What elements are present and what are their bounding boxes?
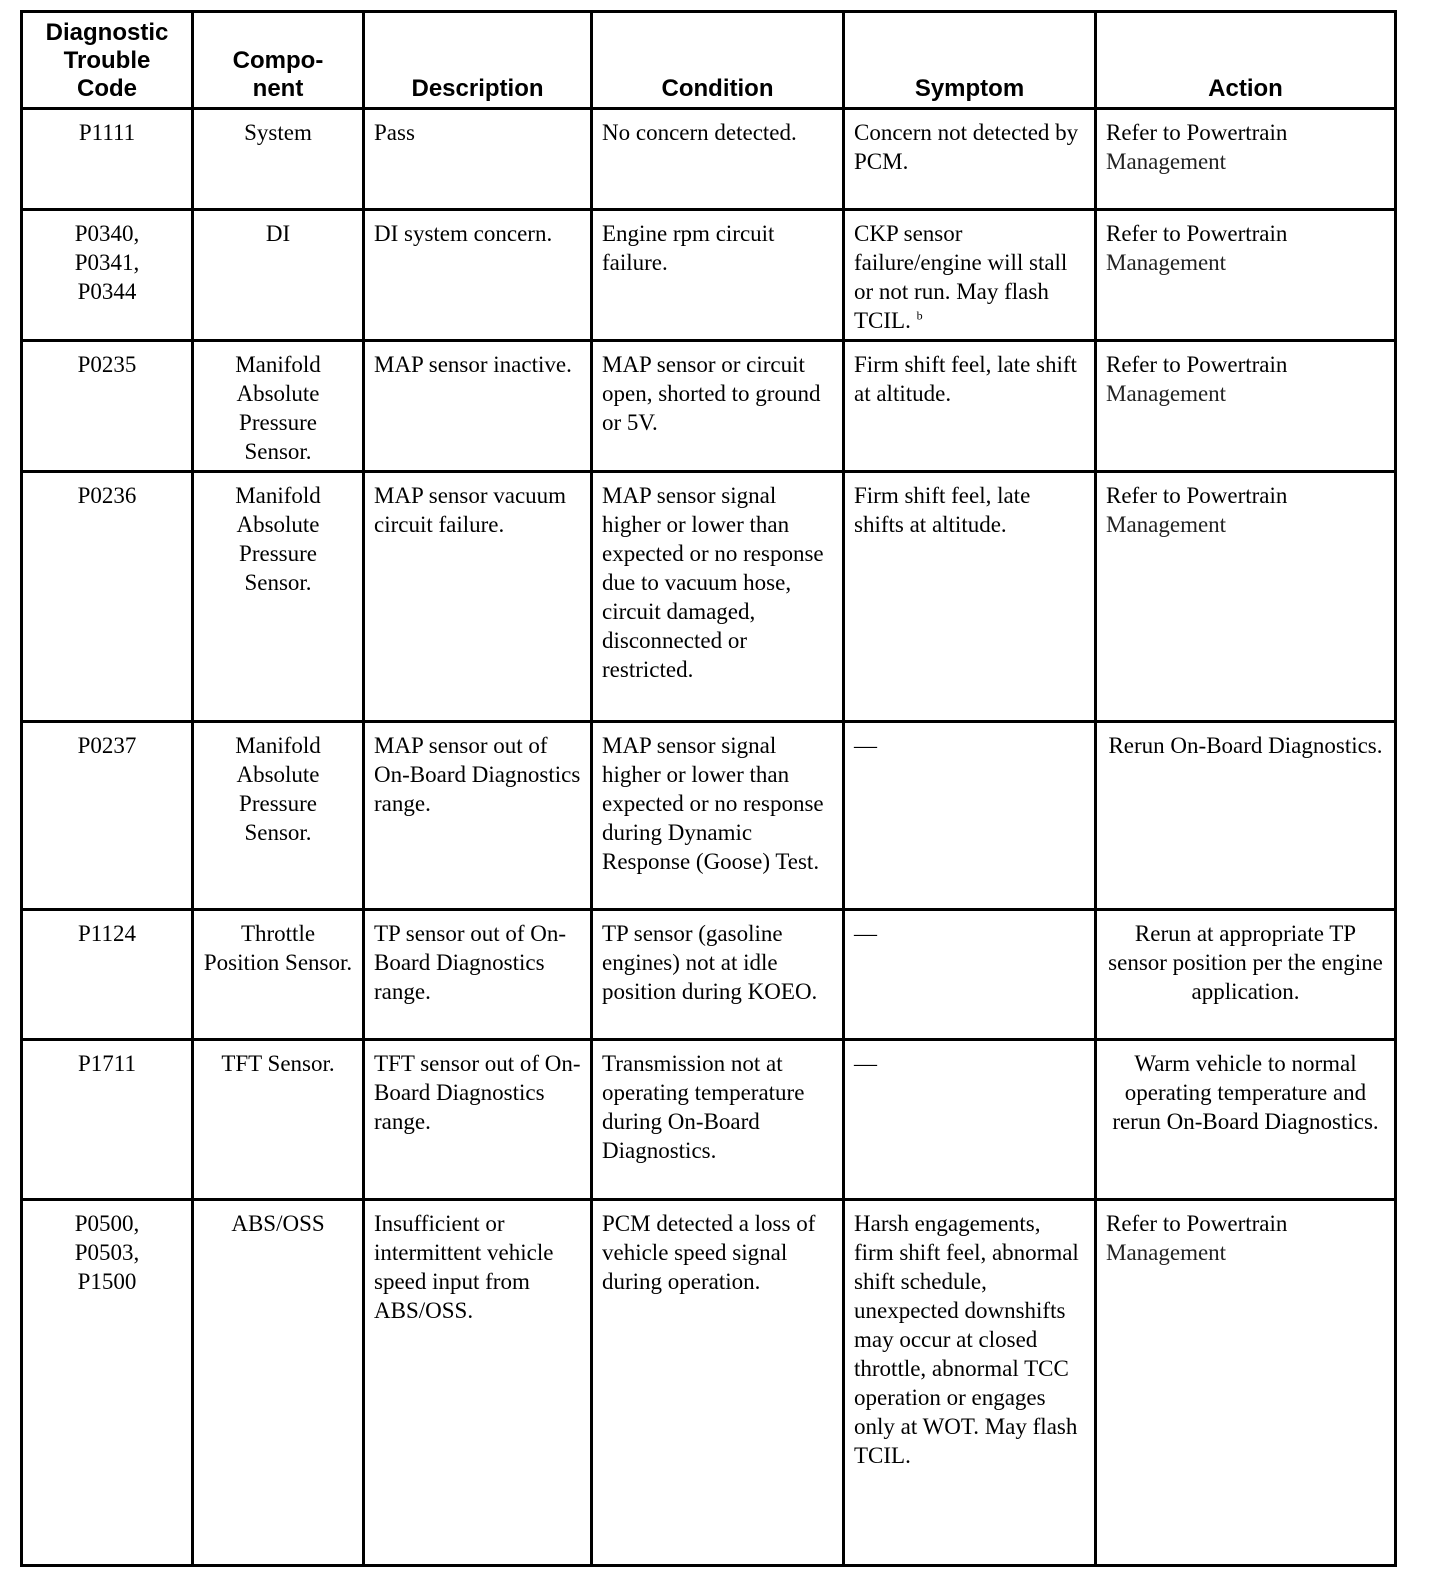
table-row	[22, 1040, 1396, 1200]
code-text: P0236	[77, 483, 137, 508]
cell-action	[1096, 722, 1396, 910]
table-row	[22, 341, 1396, 472]
cell-symptom: Concern not detected by PCM.	[844, 109, 1096, 210]
cell-action	[1096, 341, 1396, 472]
header-code-label: Diagnostic Trouble Code	[45, 19, 169, 102]
cell-action	[1096, 910, 1396, 1040]
header-condition	[592, 12, 844, 109]
table-body	[22, 109, 1396, 1566]
table-row	[22, 1200, 1396, 1566]
cell-condition: Transmission not at operating temperature during On-Board Diagnostics.	[592, 1040, 844, 1200]
cell-description: DI system concern.	[364, 210, 592, 341]
action-text: Refer to Powertrain	[1106, 1211, 1288, 1236]
table-row	[22, 910, 1396, 1040]
cell-component: TFT Sensor.	[193, 1040, 364, 1200]
cell-component: Manifold Absolute Pressure Sensor.	[193, 722, 364, 910]
header-description-label: Description	[411, 75, 544, 102]
cell-condition: PCM detected a loss of vehicle speed signal during operation.	[592, 1200, 844, 1566]
cell-code	[22, 722, 193, 910]
header-action	[1096, 12, 1396, 109]
cell-component: Manifold Absolute Pressure Sensor.	[193, 341, 364, 472]
cell-component: System	[193, 109, 364, 210]
action-text: Rerun at appropriate TP sensor position per the engine application.	[1108, 921, 1383, 1004]
symptom-footnote: b	[916, 308, 923, 323]
action-note: Management	[1106, 149, 1227, 174]
header-condition-label: Condition	[661, 75, 774, 102]
cell-condition: MAP sensor signal higher or lower than expected or no response due to vacuum hose, circuit damaged, disconnected or restricted.	[592, 472, 844, 722]
action-text: Warm vehicle to normal operating temperature and rerun On-Board Diagnostics.	[1112, 1051, 1379, 1134]
action-note: Management	[1106, 1240, 1227, 1265]
symptom-text: CKP sensor failure/engine will stall or not run. May flash TCIL.	[854, 221, 1068, 333]
cell-code	[22, 472, 193, 722]
cell-symptom	[844, 210, 1096, 341]
cell-description: MAP sensor out of On-Board Diagnostics range.	[364, 722, 592, 910]
cell-description: Pass	[364, 109, 592, 210]
action-text: Rerun On-Board Diagnostics.	[1108, 733, 1383, 758]
cell-description: Insufficient or intermittent vehicle speed input from ABS/OSS.	[364, 1200, 592, 1566]
cell-symptom: —	[844, 722, 1096, 910]
header-symptom	[844, 12, 1096, 109]
cell-condition: MAP sensor signal higher or lower than expected or no response during Dynamic Response (Goose) Test.	[592, 722, 844, 910]
cell-condition: TP sensor (gasoline engines) not at idle position during KOEO.	[592, 910, 844, 1040]
cell-condition: Engine rpm circuit failure.	[592, 210, 844, 341]
cell-code	[22, 1040, 193, 1200]
cell-description: TFT sensor out of On-Board Diagnostics range.	[364, 1040, 592, 1200]
code-text: P1124	[78, 921, 136, 946]
header-code	[22, 12, 193, 109]
header-row	[22, 12, 1396, 109]
cell-condition: MAP sensor or circuit open, shorted to ground or 5V.	[592, 341, 844, 472]
code-text: P0237	[77, 733, 137, 758]
table-row	[22, 722, 1396, 910]
cell-code	[22, 1200, 193, 1566]
table-row	[22, 210, 1396, 341]
header-component-label: Compo- nent	[232, 47, 324, 102]
code-text: P0500, P0503, P1500	[74, 1211, 140, 1294]
cell-symptom: —	[844, 1040, 1096, 1200]
table-header	[22, 12, 1396, 109]
cell-description: MAP sensor vacuum circuit failure.	[364, 472, 592, 722]
code-text: P1111	[78, 120, 136, 145]
cell-symptom: —	[844, 910, 1096, 1040]
cell-description: MAP sensor inactive.	[364, 341, 592, 472]
cell-code	[22, 341, 193, 472]
action-note: Management	[1106, 381, 1227, 406]
cell-action	[1096, 210, 1396, 341]
cell-symptom: Firm shift feel, late shifts at altitude.	[844, 472, 1096, 722]
cell-condition: No concern detected.	[592, 109, 844, 210]
code-text: P0340, P0341, P0344	[74, 221, 140, 304]
cell-action	[1096, 1200, 1396, 1566]
cell-description: TP sensor out of On-Board Diagnostics range.	[364, 910, 592, 1040]
header-action-label: Action	[1208, 75, 1283, 102]
action-text: Refer to Powertrain	[1106, 120, 1288, 145]
cell-code	[22, 210, 193, 341]
cell-component: ABS/OSS	[193, 1200, 364, 1566]
cell-code	[22, 910, 193, 1040]
action-text: Refer to Powertrain	[1106, 483, 1288, 508]
cell-symptom: Firm shift feel, late shift at altitude.	[844, 341, 1096, 472]
cell-action	[1096, 1040, 1396, 1200]
header-component	[193, 12, 364, 109]
action-text: Refer to Powertrain	[1106, 352, 1288, 377]
code-text: P1711	[78, 1051, 136, 1076]
header-symptom-label: Symptom	[914, 75, 1025, 102]
dtc-table	[20, 10, 1397, 1567]
cell-component: DI	[193, 210, 364, 341]
cell-code	[22, 109, 193, 210]
cell-action	[1096, 109, 1396, 210]
cell-symptom: Harsh engagements, firm shift feel, abnormal shift schedule, unexpected downshifts may occur at closed throttle, abnormal TCC operation or engages only at WOT. May flash TCIL.	[844, 1200, 1096, 1566]
action-note: Management	[1106, 250, 1227, 275]
cell-component: Throttle Position Sensor.	[193, 910, 364, 1040]
cell-action	[1096, 472, 1396, 722]
cell-component: Manifold Absolute Pressure Sensor.	[193, 472, 364, 722]
code-text: P0235	[77, 352, 137, 377]
table-row	[22, 109, 1396, 210]
header-description	[364, 12, 592, 109]
table-row	[22, 472, 1396, 722]
action-note: Management	[1106, 512, 1227, 537]
action-text: Refer to Powertrain	[1106, 221, 1288, 246]
